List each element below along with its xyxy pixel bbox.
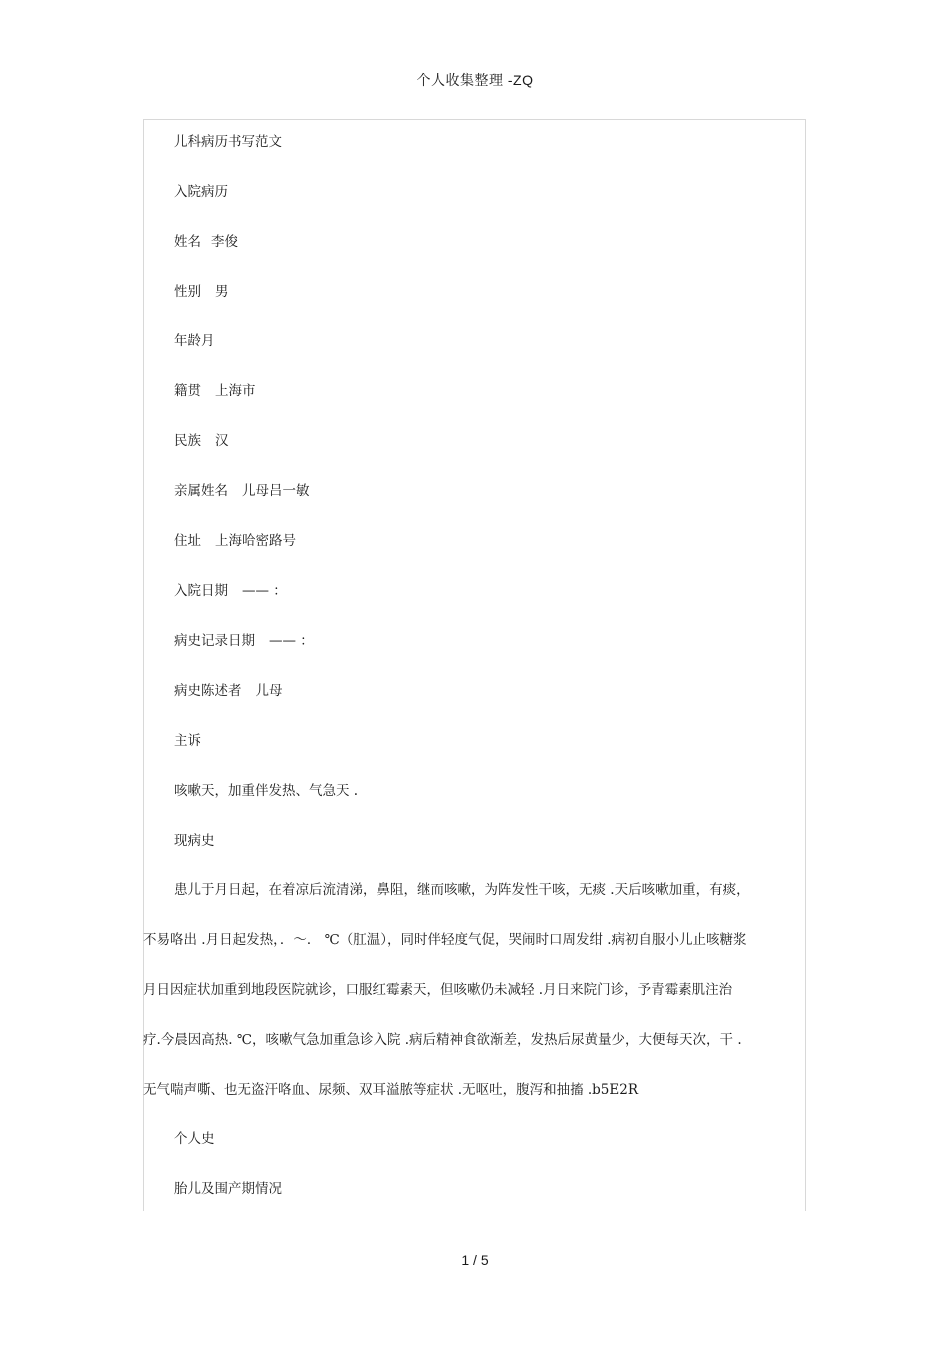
field-admit-date-label: 入院日期 [174,583,228,599]
chief-complaint-text: 咳嗽天，加重伴发热、气急天 . [174,783,359,799]
field-record-date [174,632,314,650]
section-personal-history: 个人史 [174,1131,215,1147]
present-illness-line-1: 患儿于月日起，在着凉后流清涕，鼻阻，继而咳嗽，为阵发性干咳，无痰 .天后咳嗽加重，有痰， [174,882,750,898]
field-ethnic-label: 民族 [174,433,201,449]
field-record-date-value: —— ： [269,633,314,649]
field-sex [174,283,229,301]
field-admit-date-value: —— ： [242,583,287,599]
field-narrator-value: 儿母 [255,683,283,699]
document-title: 儿科病历书写范文 [174,134,282,150]
field-age-label: 年龄月 [174,333,215,349]
field-native-value: 上海市 [215,383,256,399]
field-narrator [174,682,283,700]
field-name-label: 姓名 [174,234,201,250]
field-ethnic-value: 汉 [215,433,229,449]
field-name [174,233,238,251]
field-address-label: 住址 [174,533,201,549]
section-present-illness: 现病史 [174,833,215,849]
field-relative-name [174,482,310,500]
present-illness-line-3: 月日因症状加重到地段医院就诊，口服红霉素天，但咳嗽仍未减轻 .月日来院门诊，予青霉素肌注治 [143,982,733,998]
field-sex-label: 性别 [174,284,201,300]
section-perinatal: 胎儿及围产期情况 [174,1181,282,1197]
present-illness-line-5: 无气喘声嘶、也无盗汗咯血、尿频、双耳溢脓等症状 .无呕吐，腹泻和抽搐 .b5E2R [143,1082,639,1098]
field-address-value: 上海哈密路号 [215,533,296,549]
section-chief-complaint: 主诉 [174,733,201,749]
page-number: 1 / 5 [461,1252,489,1268]
field-sex-value: 男 [215,284,229,300]
field-name-value: 李俊 [211,234,238,250]
field-relative-label: 亲属姓名 [174,483,228,499]
section-admission-record: 入院病历 [174,184,228,200]
page-header: 个人收集整理 -ZQ [416,72,534,88]
field-native-label: 籍贯 [174,383,201,399]
field-admission-date [174,582,287,600]
field-age [174,332,215,350]
field-record-date-label: 病史记录日期 [174,633,255,649]
field-address [174,532,296,550]
present-illness-line-4: 疗.今晨因高热. ℃，咳嗽气急加重急诊入院 .病后精神食欲渐差，发热后尿黄量少，大便每天次，干 . [143,1032,742,1048]
field-ethnicity [174,432,229,450]
field-relative-value: 儿母吕一敏 [242,483,310,499]
field-native-place [174,382,256,400]
present-illness-line-2: 不易咯出 .月日起发热，．～． ℃（肛温），同时伴轻度气促，哭闹时口周发绀 .病初自服小儿止咳糖浆 [143,932,747,948]
field-narrator-label: 病史陈述者 [174,683,242,699]
